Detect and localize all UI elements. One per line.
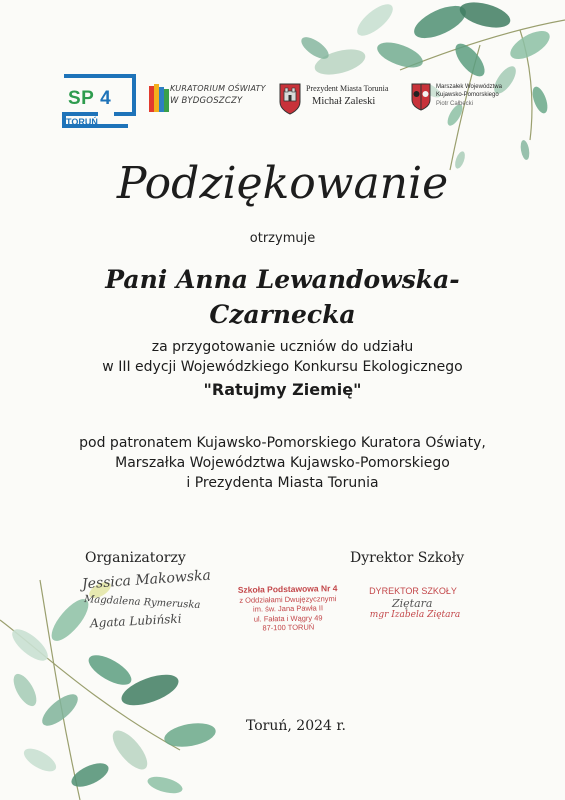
patronage-text bbox=[0, 433, 565, 493]
organizer-signature: Agata Lubiński bbox=[89, 611, 182, 631]
school-stamp-line2: z Oddziałami Dwujęzycznymi bbox=[239, 593, 337, 605]
kuratorium-logo-line1: KURATORIUM OŚWIATY bbox=[170, 84, 266, 93]
contest-name: "Ratujmy Ziemię" bbox=[203, 380, 362, 399]
director-stamp-name: mgr Izabela Ziętara bbox=[369, 610, 461, 620]
voivodeship-coat-of-arms-icon bbox=[410, 82, 432, 112]
director-signature: Ziętara bbox=[392, 597, 433, 610]
patronage-line3: i Prezydenta Miasta Torunia bbox=[186, 475, 379, 491]
place-and-date: Toruń, 2024 r. bbox=[246, 718, 346, 734]
books-icon bbox=[148, 80, 170, 114]
marszalek-logo-line3: Piotr Całbecki bbox=[436, 101, 474, 107]
recipient-name-line2: Czarnecka bbox=[209, 300, 356, 329]
organizers-label: Organizatorzy bbox=[85, 550, 186, 566]
award-reason bbox=[0, 337, 565, 377]
school-logo bbox=[58, 70, 140, 136]
school-logo-city: TORUŃ bbox=[66, 117, 98, 127]
kuratorium-logo-line2: W BYDGOSZCZY bbox=[170, 96, 243, 106]
school-stamp-line1: Szkoła Podstawowa Nr 4 bbox=[237, 583, 338, 595]
marszalek-logo-line1: Marszałek Województwa bbox=[436, 84, 502, 90]
award-reason-line1: za przygotowanie uczniów do udziału bbox=[151, 339, 414, 355]
marszalek-logo-line2: Kujawsko-Pomorskiego bbox=[436, 92, 499, 98]
school-stamp bbox=[218, 584, 359, 634]
certificate-title: Podziękowanie bbox=[116, 158, 449, 209]
kuratorium-logo bbox=[148, 80, 278, 120]
recipient-name bbox=[0, 262, 565, 332]
prezydent-logo-line1: Prezydent Miasta Torunia bbox=[306, 84, 389, 93]
director-stamp-title: DYREKTOR SZKOŁY bbox=[369, 586, 457, 596]
award-reason-line2: w III edycji Wojewódzkiego Konkursu Ekologicznego bbox=[102, 359, 463, 375]
director-label: Dyrektor Szkoły bbox=[350, 550, 465, 566]
marszalek-logo bbox=[410, 82, 560, 122]
prezydent-logo-line2: Michał Zaleski bbox=[312, 96, 376, 107]
patronage-line2: Marszałka Województwa Kujawsko-Pomorskiego bbox=[115, 455, 450, 471]
torun-coat-of-arms-icon bbox=[278, 82, 302, 116]
receives-text: otrzymuje bbox=[249, 231, 316, 246]
school-stamp-line4: ul. Fałata i Wągry 49 bbox=[253, 612, 323, 624]
recipient-name-line1: Pani Anna Lewandowska- bbox=[105, 265, 460, 294]
organizer-signature: Magdalena Rymeruska bbox=[83, 593, 201, 612]
school-stamp-line3: im. św. Jana Pawła II bbox=[252, 603, 324, 614]
school-stamp-line5: 87-100 TORUŃ bbox=[262, 622, 315, 633]
prezydent-logo bbox=[278, 82, 428, 122]
organizer-signature: Jessica Makowska bbox=[81, 567, 212, 593]
patronage-line1: pod patronatem Kujawsko-Pomorskiego Kuratora Oświaty, bbox=[79, 435, 486, 451]
school-logo-text: SP 4 bbox=[68, 88, 112, 109]
